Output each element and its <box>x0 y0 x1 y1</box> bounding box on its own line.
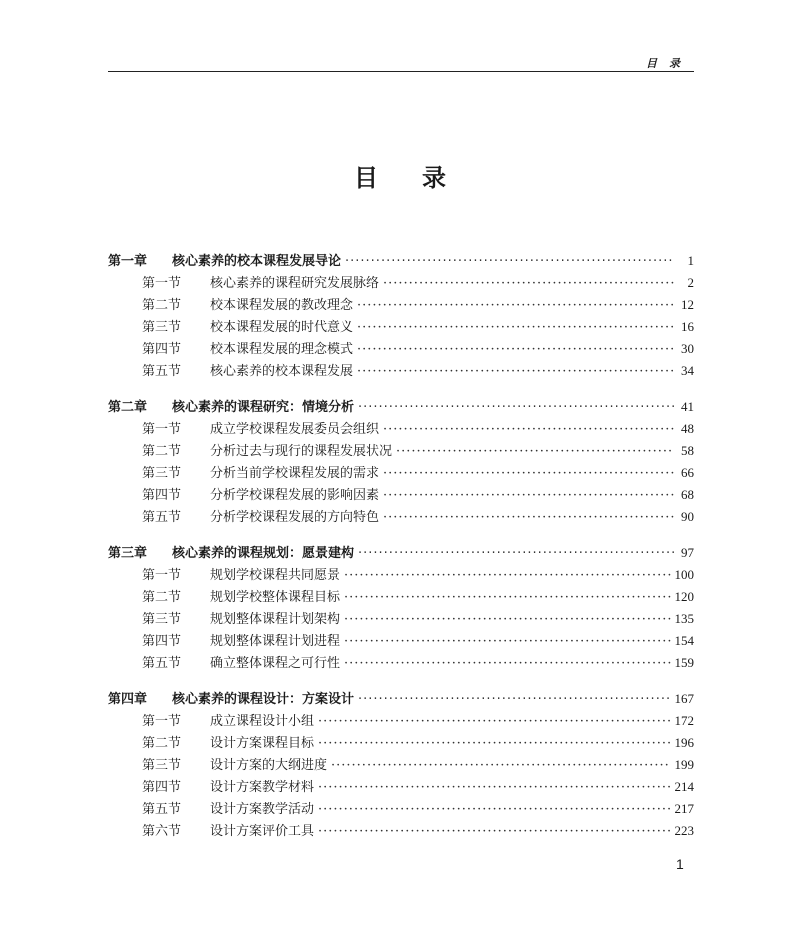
section-row[interactable] <box>108 608 694 630</box>
page-number: 1 <box>676 856 684 872</box>
dot-leader <box>345 251 674 273</box>
chapter-block <box>108 250 694 382</box>
section-page: 223 <box>674 823 694 838</box>
section-page: 154 <box>674 633 694 648</box>
section-number: 第四节 <box>142 634 182 649</box>
section-number: 第五节 <box>142 656 182 671</box>
dot-leader <box>383 507 674 529</box>
chapter-number: 第三章 <box>108 546 148 561</box>
dot-leader <box>383 419 674 441</box>
section-row[interactable] <box>108 586 694 608</box>
dot-leader <box>344 609 670 631</box>
section-page: 2 <box>687 275 694 290</box>
section-row[interactable] <box>108 710 694 732</box>
section-title: 分析当前学校课程发展的需求 <box>210 466 380 481</box>
dot-leader <box>396 441 674 463</box>
section-page: 196 <box>674 735 694 750</box>
chapter-page: 1 <box>687 253 694 268</box>
section-row[interactable] <box>108 440 694 462</box>
section-number: 第二节 <box>142 736 182 751</box>
running-head-text: 目录 <box>646 57 692 70</box>
section-title: 核心素养的校本课程发展 <box>210 364 354 379</box>
chapter-number: 第一章 <box>108 254 148 269</box>
dot-leader <box>318 799 670 821</box>
section-number: 第一节 <box>142 276 182 291</box>
section-title: 校本课程发展的理念模式 <box>210 342 354 357</box>
section-row[interactable] <box>108 272 694 294</box>
dot-leader <box>383 485 674 507</box>
dot-leader <box>318 821 670 843</box>
section-page: 159 <box>674 655 694 670</box>
section-number: 第三节 <box>142 758 182 773</box>
chapter-row[interactable] <box>108 542 694 564</box>
chapter-block <box>108 542 694 674</box>
page-title: 目录 <box>354 163 490 192</box>
chapter-title: 核心素养的校本课程发展导论 <box>172 254 342 269</box>
section-title: 设计方案教学活动 <box>210 802 315 817</box>
chapter-page: 41 <box>681 399 694 414</box>
section-number: 第三节 <box>142 320 182 335</box>
chapter-title: 核心素养的课程设计：方案设计 <box>172 692 355 707</box>
dot-leader <box>357 339 674 361</box>
section-page: 68 <box>681 487 694 502</box>
section-page: 172 <box>674 713 694 728</box>
section-title: 规划学校整体课程目标 <box>210 590 341 605</box>
chapter-block <box>108 396 694 528</box>
section-row[interactable] <box>108 294 694 316</box>
section-row[interactable] <box>108 820 694 842</box>
chapter-number: 第二章 <box>108 400 148 415</box>
section-row[interactable] <box>108 506 694 528</box>
section-title: 设计方案的大纲进度 <box>210 758 328 773</box>
dot-leader <box>358 397 674 419</box>
section-title: 校本课程发展的教改理念 <box>210 298 354 313</box>
section-title: 成立课程设计小组 <box>210 714 315 729</box>
dot-leader <box>318 711 670 733</box>
dot-leader <box>383 273 674 295</box>
chapter-page: 167 <box>674 691 694 706</box>
section-row[interactable] <box>108 316 694 338</box>
section-title: 分析过去与现行的课程发展状况 <box>210 444 393 459</box>
chapter-page: 97 <box>681 545 694 560</box>
section-number: 第一节 <box>142 568 182 583</box>
section-title: 规划整体课程计划进程 <box>210 634 341 649</box>
section-number: 第一节 <box>142 422 182 437</box>
section-page: 100 <box>674 567 694 582</box>
dot-leader <box>318 733 670 755</box>
dot-leader <box>357 361 674 383</box>
section-page: 58 <box>681 443 694 458</box>
section-title: 分析学校课程发展的方向特色 <box>210 510 380 525</box>
section-title: 校本课程发展的时代意义 <box>210 320 354 335</box>
section-title: 设计方案教学材料 <box>210 780 315 795</box>
section-row[interactable] <box>108 652 694 674</box>
chapter-row[interactable] <box>108 250 694 272</box>
section-page: 135 <box>674 611 694 626</box>
dot-leader <box>357 295 674 317</box>
dot-leader <box>358 543 674 565</box>
dot-leader <box>358 689 670 711</box>
dot-leader <box>357 317 674 339</box>
section-number: 第五节 <box>142 802 182 817</box>
dot-leader <box>383 463 674 485</box>
section-number: 第五节 <box>142 364 182 379</box>
section-number: 第三节 <box>142 466 182 481</box>
section-row[interactable] <box>108 798 694 820</box>
section-page: 214 <box>674 779 694 794</box>
dot-leader <box>344 587 670 609</box>
section-row[interactable] <box>108 732 694 754</box>
section-row[interactable] <box>108 776 694 798</box>
section-page: 48 <box>681 421 694 436</box>
section-title: 规划整体课程计划架构 <box>210 612 341 627</box>
section-title: 设计方案课程目标 <box>210 736 315 751</box>
dot-leader <box>344 565 670 587</box>
section-number: 第五节 <box>142 510 182 525</box>
section-row[interactable] <box>108 564 694 586</box>
section-title: 设计方案评价工具 <box>210 824 315 839</box>
section-page: 16 <box>681 319 694 334</box>
section-page: 34 <box>681 363 694 378</box>
section-row[interactable] <box>108 630 694 652</box>
section-row[interactable] <box>108 418 694 440</box>
section-number: 第六节 <box>142 824 182 839</box>
section-number: 第二节 <box>142 444 182 459</box>
section-row[interactable] <box>108 360 694 382</box>
section-number: 第一节 <box>142 714 182 729</box>
section-title: 成立学校课程发展委员会组织 <box>210 422 380 437</box>
section-number: 第二节 <box>142 298 182 313</box>
section-number: 第四节 <box>142 488 182 503</box>
dot-leader <box>331 755 670 777</box>
section-page: 12 <box>681 297 694 312</box>
section-title: 确立整体课程之可行性 <box>210 656 341 671</box>
section-title: 分析学校课程发展的影响因素 <box>210 488 380 503</box>
chapter-block <box>108 688 694 842</box>
section-page: 30 <box>681 341 694 356</box>
chapter-row[interactable] <box>108 688 694 710</box>
chapter-row[interactable] <box>108 396 694 418</box>
chapter-title: 核心素养的课程规划：愿景建构 <box>172 546 355 561</box>
section-page: 90 <box>681 509 694 524</box>
section-row[interactable] <box>108 462 694 484</box>
section-row[interactable] <box>108 338 694 360</box>
section-page: 199 <box>674 757 694 772</box>
section-title: 规划学校课程共同愿景 <box>210 568 341 583</box>
section-number: 第三节 <box>142 612 182 627</box>
dot-leader <box>318 777 670 799</box>
section-number: 第二节 <box>142 590 182 605</box>
table-of-contents <box>108 250 694 856</box>
chapter-title: 核心素养的课程研究：情境分析 <box>172 400 355 415</box>
chapter-number: 第四章 <box>108 692 148 707</box>
dot-leader <box>344 631 670 653</box>
running-head <box>108 57 694 72</box>
section-number: 第四节 <box>142 780 182 795</box>
section-page: 217 <box>674 801 694 816</box>
section-page: 66 <box>681 465 694 480</box>
section-row[interactable] <box>108 484 694 506</box>
dot-leader <box>344 653 670 675</box>
section-title: 核心素养的课程研究发展脉络 <box>210 276 380 291</box>
section-number: 第四节 <box>142 342 182 357</box>
section-page: 120 <box>674 589 694 604</box>
section-row[interactable] <box>108 754 694 776</box>
